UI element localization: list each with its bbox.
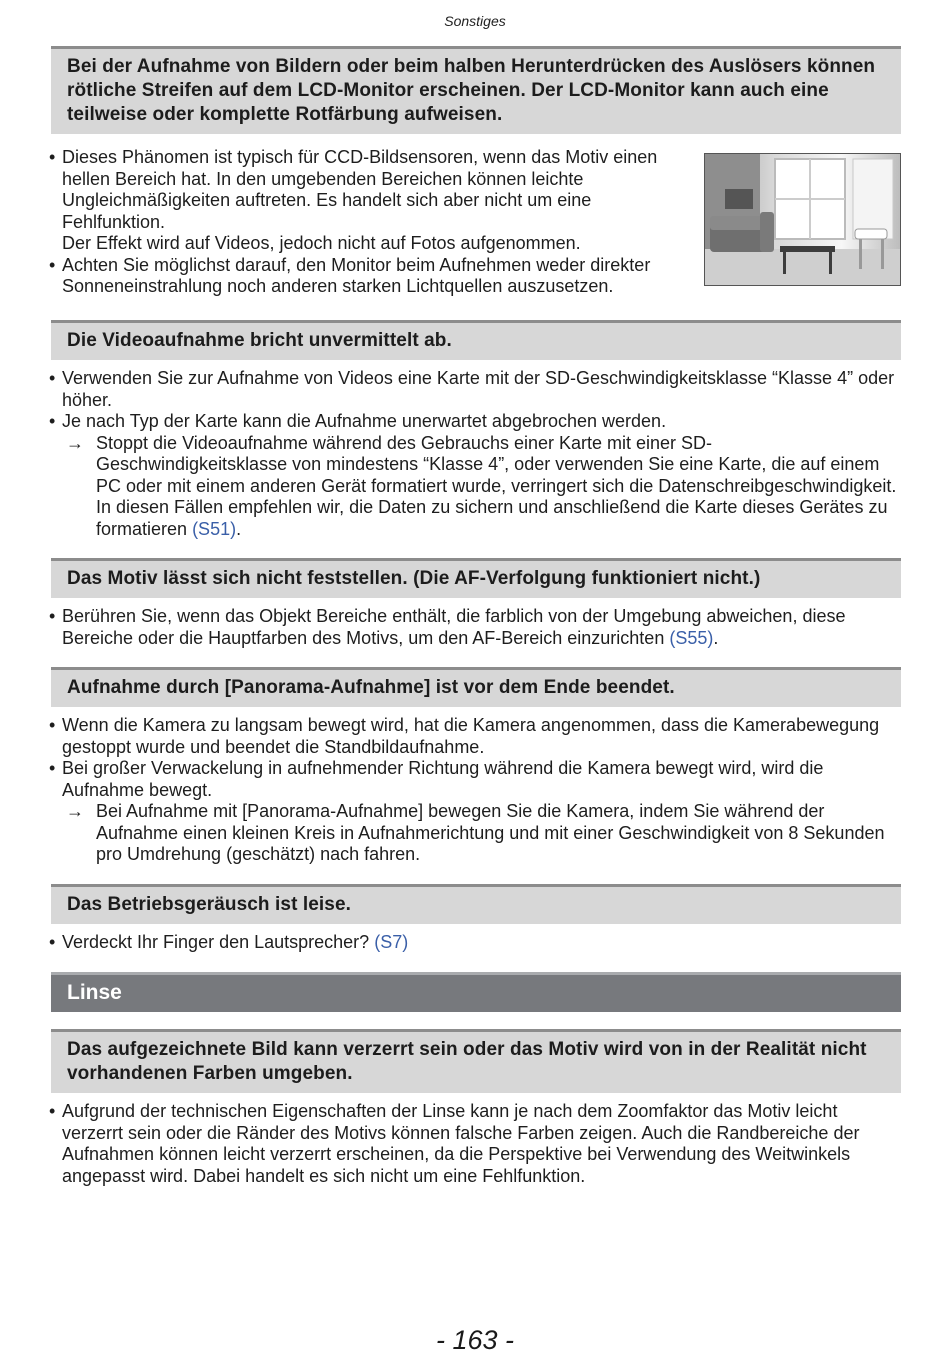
arrow-icon: → <box>66 432 84 453</box>
page-reference-link[interactable]: (S51) <box>192 518 237 539</box>
list-item: • Achten Sie möglichst darauf, den Monitor beim Aufnehmen weder direkter Sonneneinstrahlung noch anderen starken Lichtquellen auszusetzen. <box>51 255 681 298</box>
arrow-item: → Stoppt die Videoaufnahme während des Gebrauchs einer Karte mit einer SD-Geschwindigkeitsklasse von mindestens “Klasse 4”, oder verwenden Sie eine Karte, die auf einem PC oder mit einem anderen Gerät formatiert wurde, verringert sich die Datenschreibgeschwindigkeit. In diesen Fällen empfehlen wir, die Daten zu sichern und anschließend die Karte dieses Gerätes zu formatieren (S51). <box>66 432 897 539</box>
answer-video-stops <box>51 360 901 558</box>
list-item: • Dieses Phänomen ist typisch für CCD-Bildsensoren, wenn das Motiv einen hellen Bereich hat. In den umgebenden Bereichen können leichte Ungleichmäßigkeiten auftreten. Es handelt sich aber nicht um eine Fehlfunktion. Der Effekt wird auf Videos, jedoch nicht auf Fotos aufgenommen. <box>51 147 681 255</box>
answer-af-tracking <box>51 598 901 667</box>
question-af-tracking: Das Motiv lässt sich nicht feststellen. (Die AF-Verfolgung funktioniert nicht.) <box>51 558 901 598</box>
page-number: - 163 - <box>435 1325 515 1355</box>
section-heading-linse: Linse <box>51 972 901 1012</box>
list-item: • Berühren Sie, wenn das Objekt Bereiche enthält, die farblich von der Umgebung abweichen, diese Bereiche oder die Hauptfarben des Motivs, um den AF-Bereich einzurichten (S55). <box>51 606 901 649</box>
answer-operating-sound <box>51 924 901 973</box>
page-content <box>51 46 901 1187</box>
living-room-photo-illustration <box>705 154 900 285</box>
list-item: • Verwenden Sie zur Aufnahme von Videos eine Karte mit der SD-Geschwindigkeitsklasse “Klasse 4” oder höher. <box>51 368 901 411</box>
answer-panorama <box>51 707 901 884</box>
question-red-stripes: Bei der Aufnahme von Bildern oder beim halben Herunterdrücken des Auslösers können rötliche Streifen auf dem LCD-Monitor erscheinen. Der LCD-Monitor kann auch eine teilweise oder komplette Rotfärbung aufweisen. <box>51 46 901 134</box>
list-item: • Bei großer Verwackelung in aufnehmender Richtung während die Kamera bewegt wird, wird die Aufnahme bewegt. <box>51 758 901 801</box>
living-room-photo <box>704 153 901 286</box>
running-header: Sonstiges <box>444 13 506 29</box>
list-item: • Je nach Typ der Karte kann die Aufnahme unerwartet abgebrochen werden. <box>51 411 901 433</box>
arrow-icon: → <box>66 801 84 821</box>
answer-distortion <box>51 1093 901 1187</box>
question-panorama: Aufnahme durch [Panorama-Aufnahme] ist vor dem Ende beendet. <box>51 667 901 707</box>
question-distortion: Das aufgezeichnete Bild kann verzerrt sein oder das Motiv wird von in der Realität nicht vorhandenen Farben umgeben. <box>51 1029 901 1093</box>
list-item: • Wenn die Kamera zu langsam bewegt wird, hat die Kamera angenommen, dass die Kamerabewegung gestoppt wurde und beendet die Standbildaufnahme. <box>51 715 901 758</box>
page-reference-link[interactable]: (S55) <box>669 627 714 648</box>
answer-red-stripes <box>51 134 901 320</box>
question-operating-sound: Das Betriebsgeräusch ist leise. <box>51 884 901 924</box>
question-video-stops: Die Videoaufnahme bricht unvermittelt ab. <box>51 320 901 360</box>
list-item: • Aufgrund der technischen Eigenschaften der Linse kann je nach dem Zoomfaktor das Motiv leicht verzerrt sein oder die Ränder des Motivs können falsche Farben zeigen. Auch die Randbereiche der Aufnahmen können leicht verzerrt erscheinen, da die Perspektive bei Verwendung des Weitwinkels angepasst wird. Dabei handelt es sich nicht um eine Fehlfunktion. <box>51 1101 901 1187</box>
list-item: • Verdeckt Ihr Finger den Lautsprecher? (S7) <box>51 932 901 954</box>
arrow-item: → Bei Aufnahme mit [Panorama-Aufnahme] bewegen Sie die Kamera, indem Sie während der Aufnahme einen kleinen Kreis in Aufnahmerichtung und mit einer Geschwindigkeit von 8 Sekunden pro Umdrehung (geschätzt) nach fahren. <box>66 801 885 864</box>
page-reference-link[interactable]: (S7) <box>374 931 409 952</box>
